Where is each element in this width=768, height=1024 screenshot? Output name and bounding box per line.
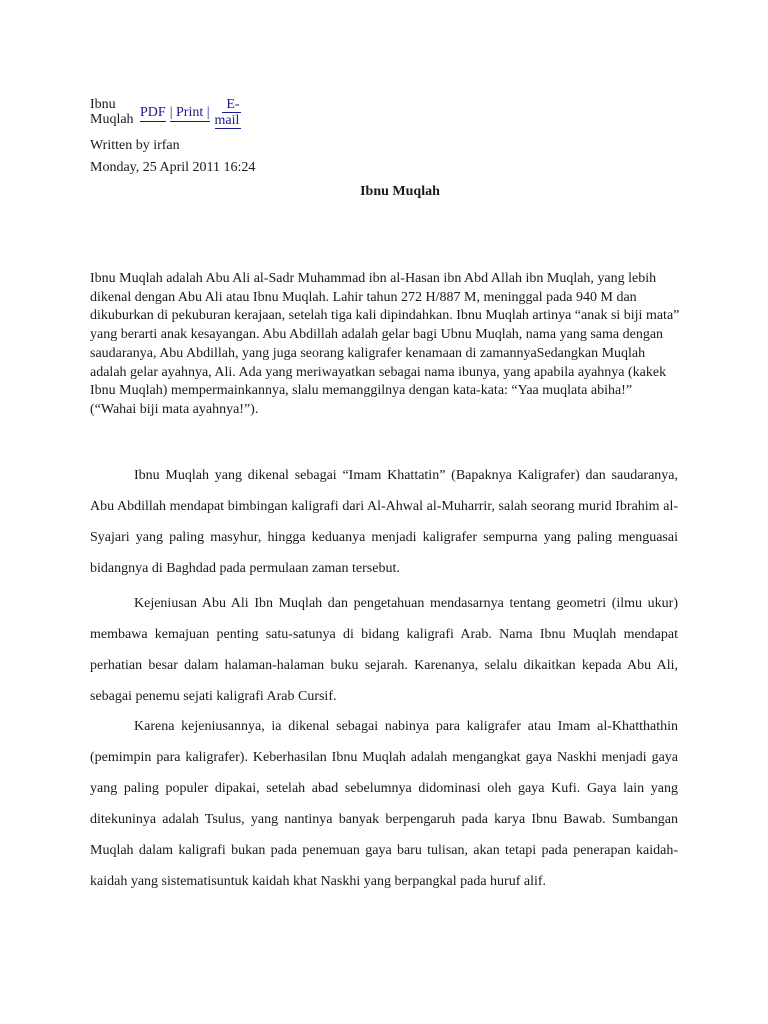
email-link-line2: mail	[214, 113, 240, 128]
email-link[interactable]	[215, 97, 241, 130]
article-title: Ibnu Muqlah	[360, 184, 440, 199]
pdf-link[interactable]: PDF	[140, 105, 166, 120]
body-paragraph-1: Ibnu Muqlah yang dikenal sebagai “Imam Khattatin” (Bapaknya Kaligrafer) dan saudaranya, Abu Abdillah mendapat bimbingan kaligrafi dari Al-Ahwal al-Muharrir, salah seorang murid Ibrahim al-Syajari yang paling masyhur, hingga keduanya menjadi kaligrafer sempurna yang paling menguasai bidangnya di Baghdad pada permulaan zaman tersebut.	[90, 468, 678, 576]
document-page	[90, 0, 690, 1024]
header-links	[140, 97, 241, 130]
intro-paragraph: Ibnu Muqlah adalah Abu Ali al-Sadr Muhammad ibn al-Hasan ibn Abd Allah ibn Muqlah, yang lebih dikenal dengan Abu Ali atau Ibnu Muqlah. Lahir tahun 272 H/887 M, meninggal pada 940 M dan dikuburkan di pekuburan kerajaan, setelah tiga kali dipindahkan. Ibnu Muqlah artinya “anak si biji mata” yang berarti anak kesayangan. Abu Abdillah adalah gelar bagi Ubnu Muqlah, nama yang sama dengan saudaranya, Abu Abdillah, yang juga seorang kaligrafer kenamaan di zamannyaSedangkan Muqlah adalah gelar ayahnya, Ali. Ada yang meriwayatkan sebagai nama ibunya, yang apabila ayahnya (kakek Ibnu Muqlah) mempermainkannya, slalu memanggilnya dengan kata-kata: “Yaa muqlata abiha!” (“Wahai biji mata ayahnya!”).	[90, 271, 680, 417]
email-link-line1: E-	[222, 97, 241, 113]
article-header	[90, 97, 241, 130]
body-paragraph-2: Kejeniusan Abu Ali Ibn Muqlah dan pengetahuan mendasarnya tentang geometri (ilmu ukur) membawa kemajuan penting satu-satunya di bidang kaligrafi Arab. Nama Ibnu Muqlah mendapat perhatian besar dalam halaman-halaman buku sejarah. Karenanya, selalu dikaitkan kepada Abu Ali, sebagai penemu sejati kaligrafi Arab Cursif.	[90, 596, 678, 704]
body-paragraph-3: Karena kejeniusannya, ia dikenal sebagai nabinya para kaligrafer atau Imam al-Khatthathin (pemimpin para kaligrafer). Keberhasilan Ibnu Muqlah adalah mengangkat gaya Naskhi menjadi gaya yang paling populer dipakai, setelah abad sebelumnya didominasi oleh gaya Kufi. Gaya lain yang ditekuninya adalah Tsulus, yang nantinya banyak berpengaruh pada karya Ibnu Bawab. Sumbangan Muqlah dalam kaligrafi bukan pada penemuan gaya baru tulisan, akan tetapi pada penerapan kaidah-kaidah yang sistematisuntuk kaidah khat Naskhi yang berpangkal pada huruf alif.	[90, 719, 678, 889]
date-line: Monday, 25 April 2011 16:24	[90, 160, 256, 175]
author-line: Written by irfan	[90, 138, 180, 153]
print-link[interactable]: | Print |	[169, 105, 210, 120]
header-title: Ibnu Muqlah	[90, 97, 134, 127]
